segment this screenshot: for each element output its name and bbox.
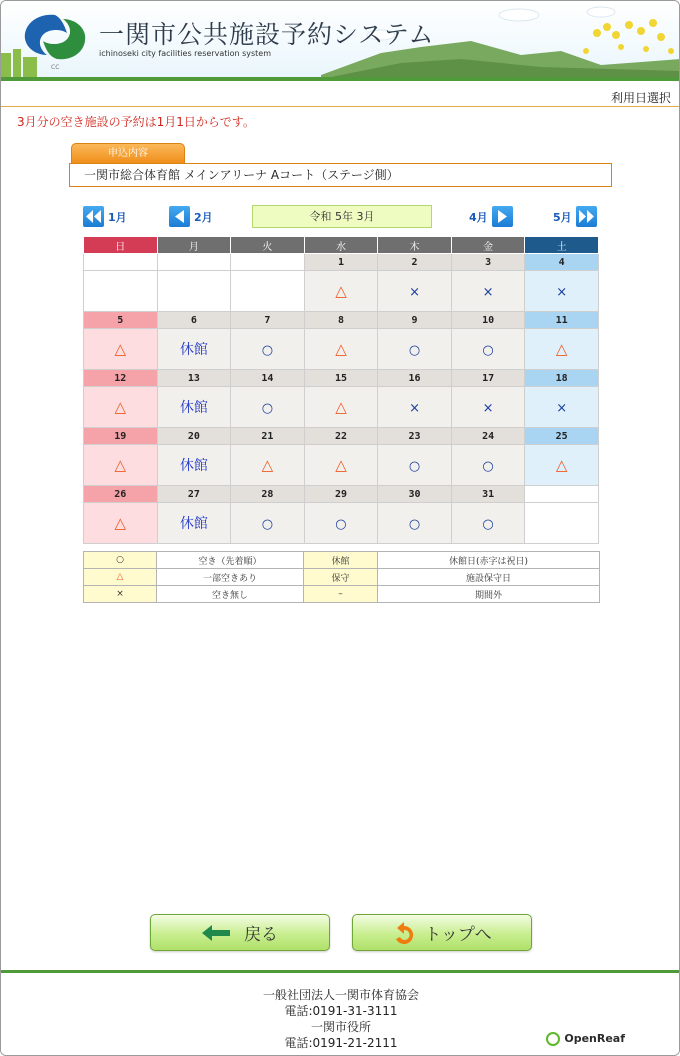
- legend-description: 一部空きあり: [157, 569, 304, 586]
- weekday-header: 土: [525, 237, 599, 254]
- empty-date-cell: [231, 254, 305, 271]
- available-mark: ○: [408, 459, 421, 474]
- city-logo-icon: [19, 11, 89, 63]
- availability-row: [84, 445, 599, 486]
- legend-row: [84, 586, 600, 603]
- availability-cell[interactable]: [304, 445, 378, 486]
- empty-date-cell: [157, 254, 231, 271]
- next-2-month-button[interactable]: [553, 205, 597, 228]
- empty-availability-cell: [157, 271, 231, 312]
- top-button[interactable]: [352, 914, 532, 951]
- date-cell: 13: [157, 370, 231, 387]
- legend-row: [84, 569, 600, 586]
- legend-symbol: –: [304, 586, 378, 603]
- availability-cell: [378, 271, 452, 312]
- date-cell: 27: [157, 486, 231, 503]
- availability-row: [84, 503, 599, 544]
- weekday-header: 金: [451, 237, 525, 254]
- available-mark: ○: [408, 343, 421, 358]
- date-cell: 3: [451, 254, 525, 271]
- prev-2-month-label: 1月: [108, 210, 127, 224]
- legend-description: 期間外: [378, 586, 600, 603]
- availability-cell[interactable]: [84, 387, 158, 428]
- availability-cell: [451, 271, 525, 312]
- date-cell: 12: [84, 370, 158, 387]
- closed-label: 休館: [179, 342, 208, 358]
- availability-cell: [378, 387, 452, 428]
- date-cell: 16: [378, 370, 452, 387]
- partial-availability-mark: △: [114, 398, 127, 416]
- date-cell: 8: [304, 312, 378, 329]
- date-cell: 10: [451, 312, 525, 329]
- legend-description: 休館日(赤字は祝日): [378, 552, 600, 569]
- footer-tel-2: 電話:0191-21-2111: [284, 1036, 398, 1050]
- availability-cell[interactable]: [231, 387, 305, 428]
- availability-cell[interactable]: [525, 445, 599, 486]
- full-mark: ×: [556, 401, 568, 416]
- weekday-header: 火: [231, 237, 305, 254]
- screen-label: 利用日選択: [610, 91, 671, 105]
- next-month-label: 4月: [469, 210, 488, 224]
- full-mark: ×: [556, 285, 568, 300]
- back-button-label: 戻る: [244, 925, 278, 945]
- date-row: [84, 486, 599, 503]
- partial-availability-mark: △: [335, 340, 347, 358]
- availability-cell[interactable]: [84, 503, 158, 544]
- legend-symbol: ×: [84, 586, 157, 603]
- date-row: [84, 312, 599, 329]
- date-cell: 14: [231, 370, 305, 387]
- weekday-header: 月: [157, 237, 231, 254]
- left-arrow-icon: [202, 925, 230, 941]
- available-mark: ○: [261, 343, 274, 358]
- date-cell: 7: [231, 312, 305, 329]
- legend-description: 空き（先着順）: [157, 552, 304, 569]
- date-cell: 4: [525, 254, 599, 271]
- date-cell: 17: [451, 370, 525, 387]
- date-cell: 26: [84, 486, 158, 503]
- availability-cell[interactable]: [84, 329, 158, 370]
- legend-symbol: ○: [84, 552, 157, 569]
- availability-cell[interactable]: [304, 271, 378, 312]
- month-nav: [83, 205, 599, 230]
- apply-details-tab: 申込内容: [71, 143, 185, 164]
- back-button[interactable]: [150, 914, 330, 951]
- date-cell: 25: [525, 428, 599, 445]
- site-header: [1, 1, 679, 81]
- partial-availability-mark: △: [114, 456, 127, 474]
- date-row: [84, 428, 599, 445]
- legend-symbol: 休館: [304, 552, 378, 569]
- availability-row: [84, 387, 599, 428]
- full-mark: ×: [482, 285, 494, 300]
- weekday-header: 日: [84, 237, 158, 254]
- date-cell: 29: [304, 486, 378, 503]
- legend-description: 空き無し: [157, 586, 304, 603]
- footer: [1, 970, 680, 1056]
- date-cell: 18: [525, 370, 599, 387]
- availability-cell[interactable]: [378, 445, 452, 486]
- date-cell: 19: [84, 428, 158, 445]
- double-right-arrow-icon: [576, 206, 597, 227]
- facility-name: 一関市総合体育館 メインアリーナ Aコート（ステージ側）: [69, 163, 612, 187]
- date-cell: 20: [157, 428, 231, 445]
- availability-cell[interactable]: [378, 503, 452, 544]
- closed-label: 休館: [179, 458, 208, 474]
- legend-symbol: 保守: [304, 569, 378, 586]
- date-cell: 24: [451, 428, 525, 445]
- availability-cell[interactable]: [304, 503, 378, 544]
- partial-availability-mark: △: [335, 398, 347, 416]
- availability-cell[interactable]: [525, 329, 599, 370]
- footer-tel-1: 電話:0191-31-3111: [284, 1004, 398, 1018]
- partial-availability-mark: △: [114, 514, 127, 532]
- partial-availability-mark: △: [555, 456, 568, 474]
- availability-cell[interactable]: [378, 329, 452, 370]
- weekday-header: 水: [304, 237, 378, 254]
- partial-availability-mark: △: [335, 456, 347, 474]
- availability-cell[interactable]: [84, 445, 158, 486]
- empty-availability-cell: [525, 503, 599, 544]
- availability-cell[interactable]: [451, 445, 525, 486]
- availability-cell: [525, 387, 599, 428]
- openreaf-ring-icon: [546, 1032, 560, 1046]
- available-mark: ○: [482, 517, 494, 532]
- site-title: 一関市公共施設予約システム: [99, 20, 435, 49]
- partial-availability-mark: △: [261, 456, 274, 474]
- available-mark: ○: [408, 517, 421, 532]
- date-cell: 15: [304, 370, 378, 387]
- current-month: 令和 5年 3月: [252, 205, 432, 228]
- availability-cell[interactable]: [304, 329, 378, 370]
- available-mark: ○: [261, 517, 274, 532]
- availability-cell: [157, 445, 231, 486]
- empty-date-cell: [84, 254, 158, 271]
- legend-description: 施設保守日: [378, 569, 600, 586]
- empty-availability-cell: [231, 271, 305, 312]
- date-cell: 2: [378, 254, 452, 271]
- available-mark: ○: [482, 459, 494, 474]
- date-row: [84, 370, 599, 387]
- date-cell: 9: [378, 312, 452, 329]
- partial-availability-mark: △: [335, 282, 347, 300]
- legend-table: [83, 551, 600, 603]
- availability-cell: [157, 329, 231, 370]
- full-mark: ×: [482, 401, 494, 416]
- full-mark: ×: [409, 285, 420, 300]
- screen-label-row: [1, 81, 679, 107]
- available-mark: ○: [261, 401, 274, 416]
- site-subtitle: ichinoseki city facilities reservation system: [99, 49, 272, 58]
- availability-cell: [157, 387, 231, 428]
- availability-cell[interactable]: [451, 329, 525, 370]
- left-arrow-icon: [169, 206, 190, 227]
- legend-row: [84, 552, 600, 569]
- openreaf-logo: [546, 1031, 625, 1047]
- availability-cell[interactable]: [231, 329, 305, 370]
- closed-label: 休館: [179, 516, 208, 532]
- legend-symbol: △: [84, 569, 157, 586]
- prev-month-button[interactable]: [169, 205, 213, 228]
- next-month-button[interactable]: [469, 205, 513, 228]
- availability-cell: [525, 271, 599, 312]
- weekday-header-row: [84, 237, 599, 254]
- prev-month-label: 2月: [194, 210, 213, 224]
- availability-cell[interactable]: [451, 503, 525, 544]
- footer-org-2: 一関市役所: [310, 1020, 371, 1034]
- partial-availability-mark: △: [555, 340, 568, 358]
- date-cell: 28: [231, 486, 305, 503]
- date-cell: 22: [304, 428, 378, 445]
- prev-2-month-button[interactable]: [83, 205, 127, 228]
- availability-cell[interactable]: [304, 387, 378, 428]
- availability-cell[interactable]: [231, 445, 305, 486]
- partial-availability-mark: △: [114, 340, 127, 358]
- date-cell: 23: [378, 428, 452, 445]
- availability-cell: [157, 503, 231, 544]
- empty-availability-cell: [84, 271, 158, 312]
- full-mark: ×: [409, 401, 420, 416]
- double-left-arrow-icon: [83, 206, 104, 227]
- notice-text: 3月分の空き施設の予約は1月1日からです。: [17, 115, 255, 129]
- return-arrow-icon: [392, 921, 416, 945]
- top-button-label: トップへ: [424, 925, 492, 945]
- calendar-body: [84, 254, 599, 544]
- right-arrow-icon: [492, 206, 513, 227]
- date-cell: 21: [231, 428, 305, 445]
- availability-calendar: [83, 236, 599, 544]
- date-row: [84, 254, 599, 271]
- date-cell: 1: [304, 254, 378, 271]
- available-mark: ○: [482, 343, 494, 358]
- date-cell: 5: [84, 312, 158, 329]
- closed-label: 休館: [179, 400, 208, 416]
- next-2-month-label: 5月: [553, 210, 572, 224]
- date-cell: 31: [451, 486, 525, 503]
- availability-cell[interactable]: [231, 503, 305, 544]
- date-cell: 11: [525, 312, 599, 329]
- available-mark: ○: [335, 517, 347, 532]
- availability-cell: [451, 387, 525, 428]
- date-cell: 6: [157, 312, 231, 329]
- availability-row: [84, 271, 599, 312]
- openreaf-brand: OpenReaf: [564, 1032, 625, 1045]
- availability-row: [84, 329, 599, 370]
- footer-org-1: 一般社団法人一関市体育協会: [262, 988, 419, 1002]
- cc-mark: CC: [51, 64, 60, 71]
- empty-date-cell: [525, 486, 599, 503]
- date-cell: 30: [378, 486, 452, 503]
- weekday-header: 木: [378, 237, 452, 254]
